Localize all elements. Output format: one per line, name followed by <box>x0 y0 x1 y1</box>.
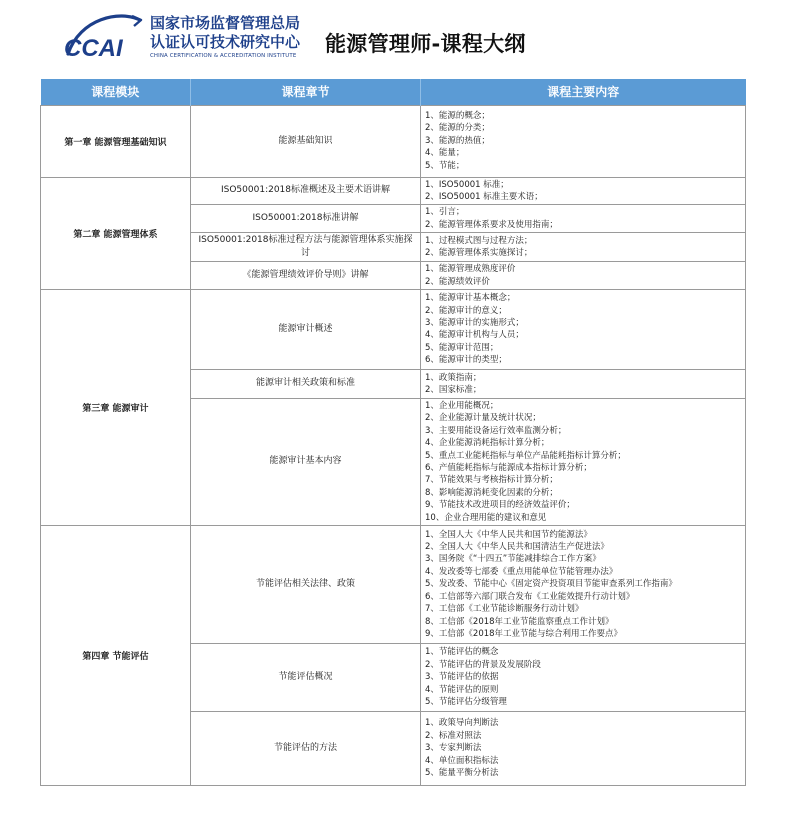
content-item: 5、能源审计范围； <box>425 342 499 353</box>
chapter-cell: ISO50001:2018标准过程方法与能源管理体系实施探讨 <box>191 233 421 262</box>
content-item: 8、工信部《2018年工业节能监察重点工作计划》 <box>425 616 614 627</box>
content-item: 4、能量； <box>425 148 465 159</box>
content-item: 3、能源审计的实施形式； <box>425 318 524 329</box>
content-item: 2、能源的分类； <box>425 123 490 134</box>
content-item: 2、企业能源计量及统计状况； <box>425 413 541 424</box>
content-item: 4、企业能源消耗指标计算分析； <box>425 438 550 449</box>
content-cell <box>421 205 746 233</box>
module-cell: 第二章 能源管理体系 <box>41 177 191 289</box>
org-name-line1: 国家市场监督管理总局 <box>150 14 301 32</box>
content-item: 1、过程模式图与过程方法； <box>425 235 533 246</box>
module-cell: 第三章 能源审计 <box>41 289 191 525</box>
content-item: 4、能源审计机构与人员； <box>425 330 524 341</box>
module-cell: 第一章 能源管理基础知识 <box>41 105 191 177</box>
table-row <box>41 177 746 205</box>
content-item: 2、能源管理体系实施探讨； <box>425 248 533 259</box>
content-cell <box>421 289 746 369</box>
content-item: 2、标准对照法 <box>425 730 482 741</box>
ccai-logo <box>62 10 144 72</box>
table-header-row <box>41 79 746 105</box>
chapter-cell: 能源审计基本内容 <box>191 398 421 525</box>
module-cell: 第四章 节能评估 <box>41 526 191 786</box>
table-row <box>41 526 746 644</box>
org-name-english: CHINA CERTIFICATION & ACCREDITATION INSTITUTE <box>150 53 297 59</box>
content-item: 4、单位面积指标法 <box>425 755 499 766</box>
content-item: 1、节能评估的概念 <box>425 647 499 658</box>
content-cell <box>421 262 746 290</box>
content-item: 1、ISO50001 标准； <box>425 179 509 190</box>
content-item: 6、工信部等六部门联合发布《工业能效提升行动计划》 <box>425 591 635 602</box>
content-cell <box>421 369 746 398</box>
content-item: 2、ISO50001 标准主要术语； <box>425 191 543 202</box>
content-item: 4、发改委等七部委《重点用能单位节能管理办法》 <box>425 566 618 577</box>
content-item: 5、能量平衡分析法 <box>425 768 499 779</box>
content-item: 4、节能评估的原则 <box>425 684 499 695</box>
content-item: 3、国务院《“十四五”节能减排综合工作方案》 <box>425 554 601 565</box>
content-item: 10、企业合理用能的建议和意见 <box>425 512 547 523</box>
table-row <box>41 289 746 369</box>
content-item: 1、能源管理成熟度评价 <box>425 264 516 275</box>
content-item: 1、引言； <box>425 207 465 218</box>
content-item: 3、节能评估的依据 <box>425 672 499 683</box>
content-item: 9、节能技术改进项目的经济效益评价； <box>425 500 575 511</box>
content-cell <box>421 644 746 712</box>
content-item: 2、国家标准； <box>425 384 482 395</box>
content-cell <box>421 712 746 786</box>
content-cell <box>421 105 746 177</box>
content-item: 2、节能评估的背景及发展阶段 <box>425 659 541 670</box>
content-item: 7、工信部《工业节能诊断服务行动计划》 <box>425 604 584 615</box>
content-item: 7、节能效果与考核指标计算分析； <box>425 475 558 486</box>
chapter-cell: 能源基础知识 <box>191 105 421 177</box>
content-item: 3、专家判断法 <box>425 743 482 754</box>
content-item: 2、全国人大《中华人民共和国清洁生产促进法》 <box>425 542 609 553</box>
content-item: 5、节能评估分级管理 <box>425 697 507 708</box>
chapter-cell: 节能评估概况 <box>191 644 421 712</box>
content-item: 1、能源审计基本概念； <box>425 293 516 304</box>
content-item: 2、能源绩效评价 <box>425 276 490 287</box>
column-header-content: 课程主要内容 <box>421 79 746 105</box>
content-item: 1、能源的概念； <box>425 110 490 121</box>
chapter-cell: 能源审计概述 <box>191 289 421 369</box>
content-item: 8、影响能源消耗变化因素的分析； <box>425 487 558 498</box>
chapter-cell: ISO50001:2018标准概述及主要术语讲解 <box>191 177 421 205</box>
content-item: 5、重点工业能耗指标与单位产品能耗指标计算分析； <box>425 450 626 461</box>
org-name-line2: 认证认可技术研究中心 <box>150 33 301 51</box>
page-title: 能源管理师-课程大纲 <box>325 32 526 56</box>
content-cell <box>421 526 746 644</box>
chapter-cell: ISO50001:2018标准讲解 <box>191 205 421 233</box>
content-item: 5、发改委、节能中心《固定资产投资项目节能审查系列工作指南》 <box>425 579 677 590</box>
content-item: 3、能源的热值； <box>425 135 490 146</box>
organization-name <box>150 14 325 61</box>
content-item: 6、能源审计的类型； <box>425 355 507 366</box>
column-header-chapter: 课程章节 <box>191 79 421 105</box>
content-item: 1、政策导向判断法 <box>425 718 499 729</box>
chapter-cell: 能源审计相关政策和标准 <box>191 369 421 398</box>
content-item: 1、政策指南； <box>425 372 482 383</box>
content-item: 3、主要用能设备运行效率监测分析； <box>425 425 567 436</box>
content-item: 9、工信部《2018年工业节能与综合利用工作要点》 <box>425 628 623 639</box>
table-row <box>41 105 746 177</box>
course-outline-table <box>40 79 746 786</box>
logo-text: CCAI <box>64 35 123 62</box>
content-cell <box>421 398 746 525</box>
content-item: 2、能源审计的意义； <box>425 305 507 316</box>
chapter-cell: 节能评估的方法 <box>191 712 421 786</box>
content-cell <box>421 233 746 262</box>
page-header <box>0 0 786 78</box>
column-header-module: 课程模块 <box>41 79 191 105</box>
content-item: 5、节能； <box>425 160 465 171</box>
chapter-cell: 《能源管理绩效评价导则》讲解 <box>191 262 421 290</box>
chapter-cell: 节能评估相关法律、政策 <box>191 526 421 644</box>
content-cell <box>421 177 746 205</box>
content-item: 1、企业用能概况； <box>425 400 499 411</box>
content-item: 2、能源管理体系要求及使用指南； <box>425 219 558 230</box>
content-item: 6、产值能耗指标与能源成本指标计算分析； <box>425 462 592 473</box>
content-item: 1、全国人大《中华人民共和国节约能源法》 <box>425 529 592 540</box>
